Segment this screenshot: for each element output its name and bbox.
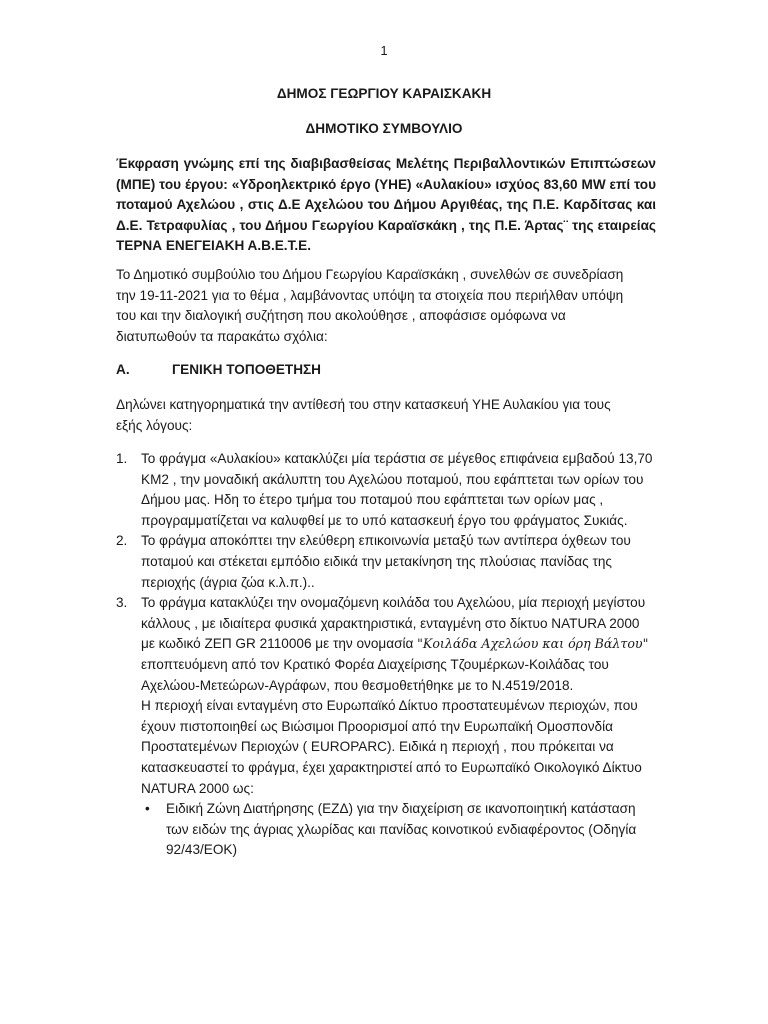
list-item-number: 2.: [116, 533, 128, 549]
list-item-text: [141, 593, 656, 696]
list-item-number: 1.: [116, 451, 128, 466]
council-heading: ΔΗΜΟΤΙΚΟ ΣΥΜΒΟΥΛΙΟ: [305, 121, 463, 136]
section-heading: [116, 362, 321, 377]
section-title: ΓΕΝΙΚΗ ΤΟΠΟΘΕΤΗΣΗ: [172, 362, 322, 377]
page-number: 1: [380, 43, 388, 58]
list-item-text-after: εποπτευόμενη από τον Κρατικό Φορέα Διαχείρισης Τζουμέρκων-Κοιλάδας του Αχελώου-Μετεώρων-Αγράφων, που θεσμοθετήθηκε με το Ν.4519/2018.: [141, 656, 609, 693]
bullet-item: [141, 799, 656, 861]
section-letter: Α.: [116, 362, 130, 377]
list-item-number: 3.: [116, 595, 128, 611]
intro-paragraph: Το Δημοτικό συμβούλιο του Δήμου Γεωργίου Καραϊσκάκη , συνελθών σε συνεδρίαση την 19-11-2021 για το θέμα , λαμβάνοντας υπόψη τα στοιχεία που περιήλθαν υπόψη του και την διαλογική συζήτηση που ακολούθησε , αποφάσισε ομόφωνα να διατυπωθούν τα παρακάτω σχόλια:: [116, 267, 624, 344]
subject-paragraph: Έκφραση γνώμης επί της διαβιβασθείσας Μελέτης Περιβαλλοντικών Επιπτώσεων (ΜΠΕ) του έργου: «Υδροηλεκτρικό έργο (ΥΗΕ) «Αυλακίου» ισχύος 83,60 MW επί του ποταμού Αχελώου , στις Δ.Ε Αχελώου του Δήμου Αργιθέας, της Π.Ε. Καρδίτσας και Δ.Ε. Τετραφυλίας , του Δήμου Γεωργίου Καραϊσκάκη , της Π.Ε. Άρτας¨ της εταιρείας ΤΕΡΝΑ ΕΝΕΓΕΙΑΚΗ Α.Β.Ε.Τ.Ε.: [116, 156, 656, 254]
reasons-list: [116, 449, 656, 861]
bullet-list: [141, 799, 656, 861]
bullet-text: Ειδική Ζώνη Διατήρησης (ΕΖΔ) για την διαχείριση σε ικανοποιητική κατάσταση των ειδών της άγριας χλωρίδας και πανίδας κοινοτικού ενδιαφέροντος (Οδηγία 92/43/ΕΟΚ): [166, 801, 637, 858]
declaration-paragraph: Δηλώνει κατηγορηματικά την αντίθεσή του στην κατασκευή ΥΗΕ Αυλακίου για τους εξής λόγους:: [116, 397, 611, 433]
list-item-text: Το φράγμα αποκόπτει την ελεύθερη επικοινωνία μεταξύ των αντίπερα όχθεων του ποταμού και στέκεται εμπόδιο ειδικά την μετακίνηση της πλούσιας πανίδας της περιοχής (άγρια ζώα κ.λ.π.)..: [141, 533, 631, 590]
municipality-heading: ΔΗΜΟΣ ΓΕΩΡΓΙΟΥ ΚΑΡΑΙΣΚΑΚΗ: [276, 86, 492, 101]
list-item-text: Το φράγμα «Αυλακίου» κατακλύζει μία τεράστια σε μέγεθος επιφάνεια εμβαδού 13,70 ΚΜ2 , την μοναδική ακάλυπτη του Αχελώου ποταμού, που εφάπτεται των ορίων του Δήμου μας. Ηδη το έτερο τμήμα του ποταμού που εφάπτεται των ορίων μας , προγραμματίζεται να καλυφθεί με το υπό κατασκευή έργο του φράγματος Συκιάς.: [141, 451, 653, 528]
natura-site-name: "Κοιλάδα Αχελώου και όρη Βάλτου": [417, 636, 649, 652]
list-item-paragraph: Η περιοχή είναι ενταγμένη στο Ευρωπαϊκό Δίκτυο προστατευμένων περιοχών, που έχουν πιστοποιηθεί ως Βιώσιμοι Προορισμοί από την Ευρωπαϊκή Ομοσπονδία Προστατεμένων Περιοχών ( EUROPARC). Ειδικά η περιοχή , που πρόκειται να κατασκευαστεί το φράγμα, έχει χαρακτηριστεί από το Ευρωπαϊκό Οικολογικό Δίκτυο NATURA 2000 ως:: [141, 698, 642, 796]
list-item: [116, 449, 656, 531]
list-item-text-before: Το φράγμα κατακλύζει την ονομαζόμενη κοιλάδα του Αχελώου, μία περιοχή μεγίστου κάλλους , με ιδιαίτερα φυσικά χαρακτηριστικά, ενταγμένη στο δίκτυο NATURA 2000 με κωδικό ΖΕΠ GR 2110006 με την ονομασία: [141, 595, 646, 652]
bullet-icon: •: [145, 801, 150, 817]
list-item: [116, 593, 656, 861]
list-item: [116, 531, 656, 593]
